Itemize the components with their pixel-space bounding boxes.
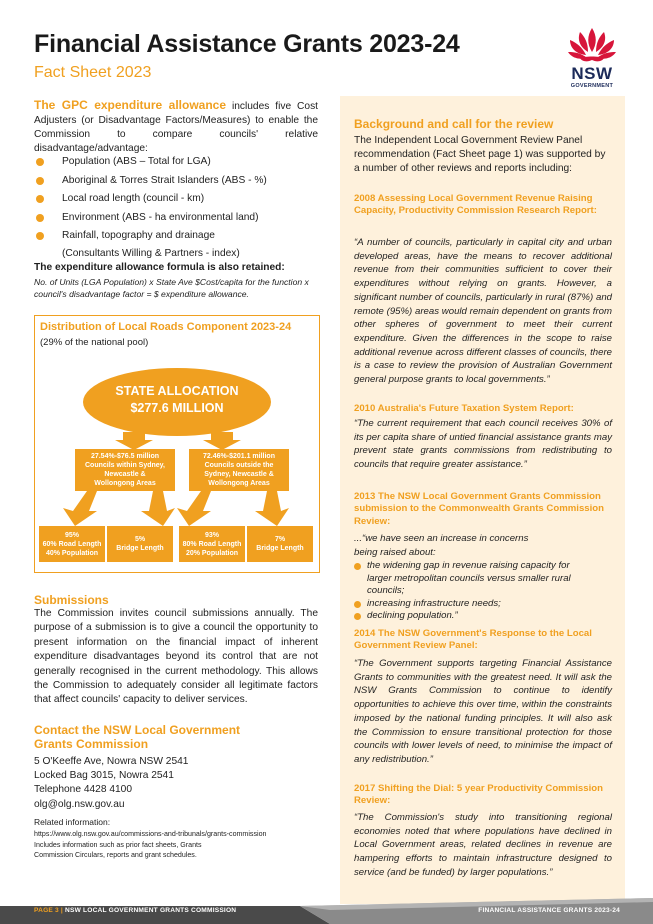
list-item-text: increasing infrastructure needs;: [367, 597, 501, 609]
bullet-dot-icon: [36, 177, 44, 185]
list-item: [354, 598, 612, 611]
contact-postal: Locked Bag 3015, Nowra 2541: [34, 770, 174, 782]
bullet-dot-icon: [36, 232, 44, 240]
arrow-shape: [177, 491, 211, 526]
box-line: 27.54%-$76.5 million: [90, 453, 160, 460]
review-2008-heading: 2008 Assessing Local Government Revenue Raising Capacity, Productivity Commission Research Report:: [354, 193, 597, 217]
page-title: Financial Assistance Grants 2023-24: [34, 30, 460, 58]
box-line: Wollongong Areas: [208, 480, 270, 487]
bullet-dot-icon: [354, 563, 361, 570]
related-info-line: Commission Circulars, reports and grant schedules.: [34, 851, 197, 859]
list-item: [354, 610, 612, 623]
bridge-length-box-metro: [107, 526, 173, 562]
road-length-box-metro: [39, 526, 105, 562]
road-length-box-regional: [179, 526, 245, 562]
related-info-heading: Related information:: [34, 817, 111, 827]
box-line: Newcastle &: [104, 471, 146, 478]
list-item-text: declining population.”: [367, 610, 458, 622]
related-info-line: Includes information such as prior fact sheets, Grants: [34, 840, 202, 849]
box-line: Sydney, Newcastle &: [204, 471, 274, 478]
review-2014-quote: “The Government supports targeting Financial Assistance Grants to communities with the greatest need. It will ask the NSW Grants Commission to continue to identify opportunities to achieve this over time, within the constraints imposed by the national funding principles. It will also ask the Commission to ensure transitional protection for those councils with lower levels of need, to minimise the impact of any redistribution.”: [354, 658, 612, 765]
list-item-text: Environment (ABS - ha environmental land): [62, 211, 259, 223]
arrow-shape: [255, 491, 289, 526]
list-item: [34, 192, 318, 206]
contact-email-link[interactable]: olg@olg.nsw.gov.au: [34, 798, 125, 810]
review-2017-quote: “The Commission's study into transitioning regional economies noted that where populations have declined in Local Government areas, related declines in revenue are hampering efforts to maintain infrastructure designed to service (and be funded) by larger populations.”: [354, 812, 612, 878]
box-line: 7%: [274, 536, 286, 543]
submissions-body: The Commission invites council submissions annually. The purpose of a submission is to give a council the opportunity to present information on the financial impact of inherent expenditure disadvantages beyond its control that are not generally recognised in the current methodology. This allows the Commission to adequately consider all legitimate factors that affect councils' capacity to deliver services.: [34, 608, 318, 706]
box-line: 93%: [204, 532, 219, 539]
box-line: Councils outside the: [204, 462, 274, 469]
state-allocation-ellipse: [83, 368, 271, 436]
list-item-text: Local road length (council - km): [62, 193, 205, 204]
box-line: 5%: [134, 536, 146, 543]
box-line: 20% Population: [185, 550, 239, 557]
contact-heading: [34, 723, 240, 751]
arrow-shape: [141, 491, 175, 526]
review-2010-quote: “The current requirement that each council receives 30% of its per capita share of untied financial assistance grants may prevent state grants commissions from redistributing to councils that require greater assistance.”: [354, 418, 612, 471]
contact-phone: Telephone 4428 4100: [34, 784, 133, 796]
box-line: 40% Population: [45, 550, 99, 557]
list-item: [354, 560, 612, 598]
local-roads-distribution-diagram: [34, 315, 320, 573]
review-2013-quote: ...“we have seen an increase in concerns being raised about:: [354, 533, 529, 558]
footer-right: FINANCIAL ASSISTANCE GRANTS 2023-24: [478, 907, 620, 914]
list-item-continuation: (Consultants Willing & Partners - index): [62, 248, 240, 259]
sydney-areas-box: [75, 449, 175, 491]
box-line: Wollongong Areas: [94, 480, 156, 487]
list-item-text: Population (ABS – Total for LGA): [62, 156, 211, 167]
box-line: Bridge Length: [116, 545, 164, 552]
arrow-shape: [203, 432, 241, 450]
review-2010-heading: 2010 Australia's Future Taxation System Report:: [354, 403, 574, 414]
list-item-text: Rainfall, topography and drainage: [62, 230, 215, 241]
list-item: [34, 174, 318, 188]
logo-government-text: GOVERNMENT: [570, 83, 614, 89]
box-line: 72.46%-$201.1 million: [203, 453, 275, 460]
review-2013-heading: 2013 The NSW Local Government Grants Commission submission to the Commonwealth Grants Commission Review:: [354, 491, 604, 527]
list-item: [34, 229, 318, 261]
formula-text: No. of Units (LGA Population) x State Ave $Cost/capita for the function x council's disadvantage factor = $ expenditure allowance.: [34, 277, 309, 299]
review-2008-quote: “A number of councils, particularly in capital city and urban developed areas, have the means to recover additional revenue from their communities sufficient to cover their expenditures without relying on grants. However, a significant number of councils, particularly in rural (87%) and remote (95%) areas would remain dependent on grants from other spheres of government to meet their current expenditure. Given the differences in the scope to raise additional revenue across different classes of councils, there is a case to review the provision of Australian Government general purpose grants to local governments.”: [354, 237, 612, 386]
review-2014-heading: 2014 The NSW Government's Response to the Local Government Review Panel:: [354, 628, 592, 652]
footer-left: [34, 907, 236, 914]
contact-details: [34, 755, 318, 812]
arrow-shape: [115, 432, 153, 450]
list-item: [34, 211, 318, 225]
bullet-dot-icon: [36, 214, 44, 222]
list-item: [34, 155, 318, 169]
list-item-text: Aboriginal & Torres Strait Islanders (ABS - %): [62, 174, 267, 186]
box-line: 80% Road Length: [182, 541, 242, 548]
submissions-heading: Submissions: [34, 593, 109, 607]
state-allocation-label: STATE ALLOCATION: [115, 384, 239, 398]
box-line: Councils within Sydney,: [85, 462, 165, 469]
logo-nsw-text: NSW: [571, 64, 613, 83]
review-2013-list: [354, 560, 612, 623]
review-heading: Background and call for the review: [354, 117, 554, 131]
cost-adjuster-list: [34, 155, 318, 266]
review-2017-heading: 2017 Shifting the Dial: 5 year Productivity Commission Review:: [354, 783, 603, 807]
diagram-title: Distribution of Local Roads Component 2023-24: [40, 321, 292, 333]
footer-organisation: NSW LOCAL GOVERNMENT GRANTS COMMISSION: [62, 907, 237, 914]
footer-page-number: PAGE 3 |: [34, 907, 63, 914]
gpc-intro-text: includes five Cost Adjusters (or Disadvantage Factors/Measures) to enable the Commission to compare councils' relative disadvantage/advantage:: [34, 101, 319, 154]
bullet-dot-icon: [36, 195, 44, 203]
list-item-text: the widening gap in revenue raising capacity for larger metropolitan councils versus smaller rural councils;: [367, 560, 571, 597]
diagram-subtitle: (29% of the national pool): [40, 337, 149, 348]
contact-address: 5 O'Keeffe Ave, Nowra NSW 2541: [34, 756, 189, 767]
bullet-dot-icon: [354, 601, 361, 608]
state-allocation-amount: $277.6 MILLION: [130, 401, 224, 415]
formula-retained-label: The expenditure allowance formula is also retained:: [34, 262, 285, 273]
contact-heading-line: Grants Commission: [34, 737, 149, 751]
bullet-dot-icon: [354, 613, 361, 620]
page-subtitle: Fact Sheet 2023: [34, 64, 152, 81]
bullet-dot-icon: [36, 158, 44, 166]
review-intro: The Independent Local Government Review Panel recommendation (Fact Sheet page 1) was supported by a number of other reviews and reports including:: [354, 135, 606, 174]
bridge-length-box-regional: [247, 526, 313, 562]
box-line: Bridge Length: [256, 545, 304, 552]
related-info-link[interactable]: https://www.olg.nsw.gov.au/commissions-and-tribunals/grants-commission: [34, 830, 267, 838]
contact-heading-line: Contact the NSW Local Government: [34, 723, 241, 737]
gpc-highlight: The GPC expenditure allowance: [34, 98, 227, 112]
outside-sydney-box: [189, 449, 289, 491]
arrow-shape: [63, 491, 97, 526]
box-line: 95%: [64, 532, 79, 539]
box-line: 60% Road Length: [42, 541, 102, 548]
gpc-intro: [34, 98, 318, 156]
related-info-body: [34, 829, 324, 861]
